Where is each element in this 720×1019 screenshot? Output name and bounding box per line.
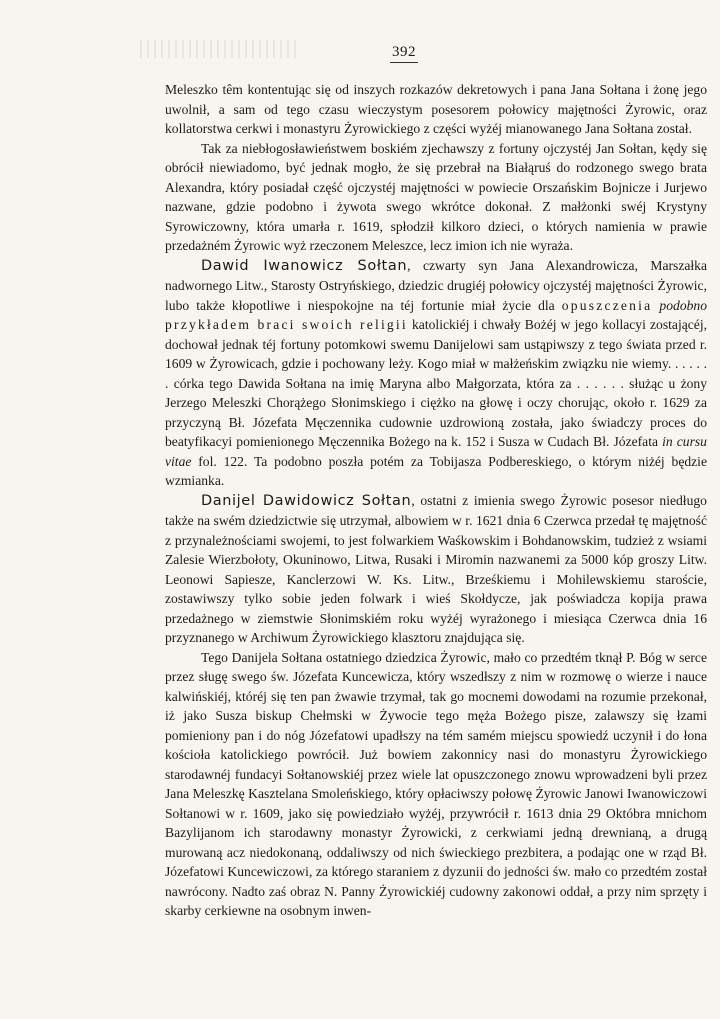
paragraph-text: , czwarty syn Jana Alexandrowicza, Marszałka nadwornego Litw., Starosty Ostryńskiego, dziedzic drugiéj połowicy ojczystéj majętności Żyrowic, lubo także kłopotliwe i niespokojne na téj fortunie miał życie dla bbox=[165, 257, 708, 313]
paragraph-text: , ostatni z imienia swego Żyrowic posesor niedługo także na swém dziedzictwie się utrzymał, albowiem w r. 1621 dnia 6 Czerwca przedał tę majętność z przynależnościami swojemi, to jest folwarkiem Waśkowskim i Bohdanowskim, tudzież z wsiami Zalesie Wierzbołoty, Okuninowo, Litwa, Rusaki i Miromin nazwanemi za 5000 kóp groszy Litw. Leonowi Sapiesze, Kanclerzowi W. Ks. Litw., Brześkiemu i Mohilewskiemu staroście, zostawiwszy tylko sobie jeden folwark i wieś Skołdycze, jak poświadcza kopija prawa przedażnego w ziemstwie Słonimskiém roku wyżéj wyrażonego i miesiąca Czerwca dnia 16 przyznanego w Archiwum Żyrowickiego klasztoru znajdująca się. bbox=[165, 492, 707, 645]
paragraph bbox=[165, 491, 707, 648]
paragraph-text: Tego Danijela Sołtana ostatniego dziedzica Żyrowic, mało co przedtém tknął P. Bóg w serce przez sługę swego św. Józefata Kuncewicza, który wszedłszy z nim w rozmowę o wierze i nauce kalwińskiéj, któréj się ten pan żwawie trzymał, tak go mocnemi dowodami na rozumie przekonał, iż jako Susza biskup Chełmski w Żywocie tego męża Bożego pisze, zalawszy się łzami pomieniony pan i do nóg Józefatowi upadłszy na tém samém miejscu spowiedź uczynił i do łona kościoła katolickiego powrócił. Już bowiem zakonnicy nasi do monastyru Żyrowickiego starodawnéj fundacyi Sołtanowskiéj przez wiele lat opuszczonego znowu wprowadzeni byli przez Jana Meleszkę Kasztelana Smoleńskiego, który opłaciwszy połowę Żyrowic Janowi Iwanowiczowi Sołtanowi w r. 1609, jako się powiedziało wyżéj, przywrócił r. 1613 dnia 29 Októbra mnichom Bazylijanom ich starodawny monastyr Żyrowicki, z cerkwiami jedną drewnianą, a drugą murowaną acz niedokonaną, oddaliwszy od nich świeckiego prezbitera, a podając one w rząd Bł. Józefatowi Kuncewiczowi, za którego staraniem z dyzunii do jedności św. mało co przedtém został nawrócony. Nadto zaś obraz N. Panny Żyrowickiéj cudowny zakonowi oddał, a przy nim sprzęty i skarby cerkiewne na osobnym inwen- bbox=[165, 649, 707, 918]
emphasized-text: in cursu vitae bbox=[165, 434, 707, 469]
page-number: 392 bbox=[390, 44, 418, 63]
paragraph bbox=[165, 139, 707, 256]
paragraph-text: katolickiéj i chwały Bożéj w jego kollacyi zostającéj, dochował jednak téj fortuny potomkowi swemu Danijelowi sam ustąpiwszy z tego świata przed r. 1609 w Żyrowicach, gdzie i pochowany leży. Kogo miał w małżeńskim związku nie wiemy. . . . . . . córka tego Dawida Sołtana na imię Maryna albo Małgorzata, która za . . . . . . służąc u żony Jerzego Meleszki Chorążego Słonimskiego i ciężko na głowę i oczy chorując, około r. 1629 za przyczyną Bł. Józefata Męczennika cudownie uzdrowioną została, jako świadczy proces do beatyfikacyi pomienionego Męczennika Bożego na k. 152 i Susza w Cudach Bł. Józefata bbox=[165, 317, 707, 449]
paragraph bbox=[165, 80, 707, 139]
emphasized-text: opuszczenia bbox=[561, 297, 653, 313]
person-name-heading: Dawid Iwanowicz Sołtan bbox=[201, 257, 408, 274]
paragraph-text: fol. 122. Ta podobno poszła potém za Tobijasza Podbereskiego, o którym niżéj będzie wzmianka. bbox=[165, 453, 707, 488]
body-text bbox=[165, 80, 707, 921]
emphasized-text: podobno bbox=[659, 297, 707, 313]
paragraph bbox=[165, 648, 707, 921]
paragraph-text: Tak za niebłogosławieństwem boskiém zjechawszy z fortuny ojczystéj Jan Sołtan, kędy się obrócił niewiadomo, być jednak mogło, że się przebrał na Białąruś do rodzonego swego brata Alexandra, który posiadał część ojczystéj majętności w powiecie Orszańskim Bojnicze i Jurjewo nazwane, gdzie podobno i żywota swego wkrótce dokonał. Z małżonki swéj Krystyny Syrowiczowny, która umarła r. 1619, spłodził kilkoro dzieci, o których namienia w prawie przedażném Żyrowic wyż rzeczonem Meleszce, lecz imion ich nie wyraża. bbox=[165, 140, 707, 253]
person-name-heading: Danijel Dawidowicz Sołtan bbox=[201, 492, 412, 509]
paragraph-text: Meleszko têm kontentując się od inszych rozkazów dekretowych i pana Jana Sołtana i żonę jego uwolnił, a sam od tego czasu wieczystym posesorem połowicy majętności Żyrowic, oraz kollatorstwa cerkwi i monastyru Żyrowickiego z części wyżéj mianowanego Jana Sołtana został. bbox=[165, 82, 707, 136]
paragraph bbox=[165, 256, 707, 491]
emphasized-text: przykładem braci swoich religii bbox=[165, 317, 408, 332]
paper-stain bbox=[140, 40, 300, 58]
